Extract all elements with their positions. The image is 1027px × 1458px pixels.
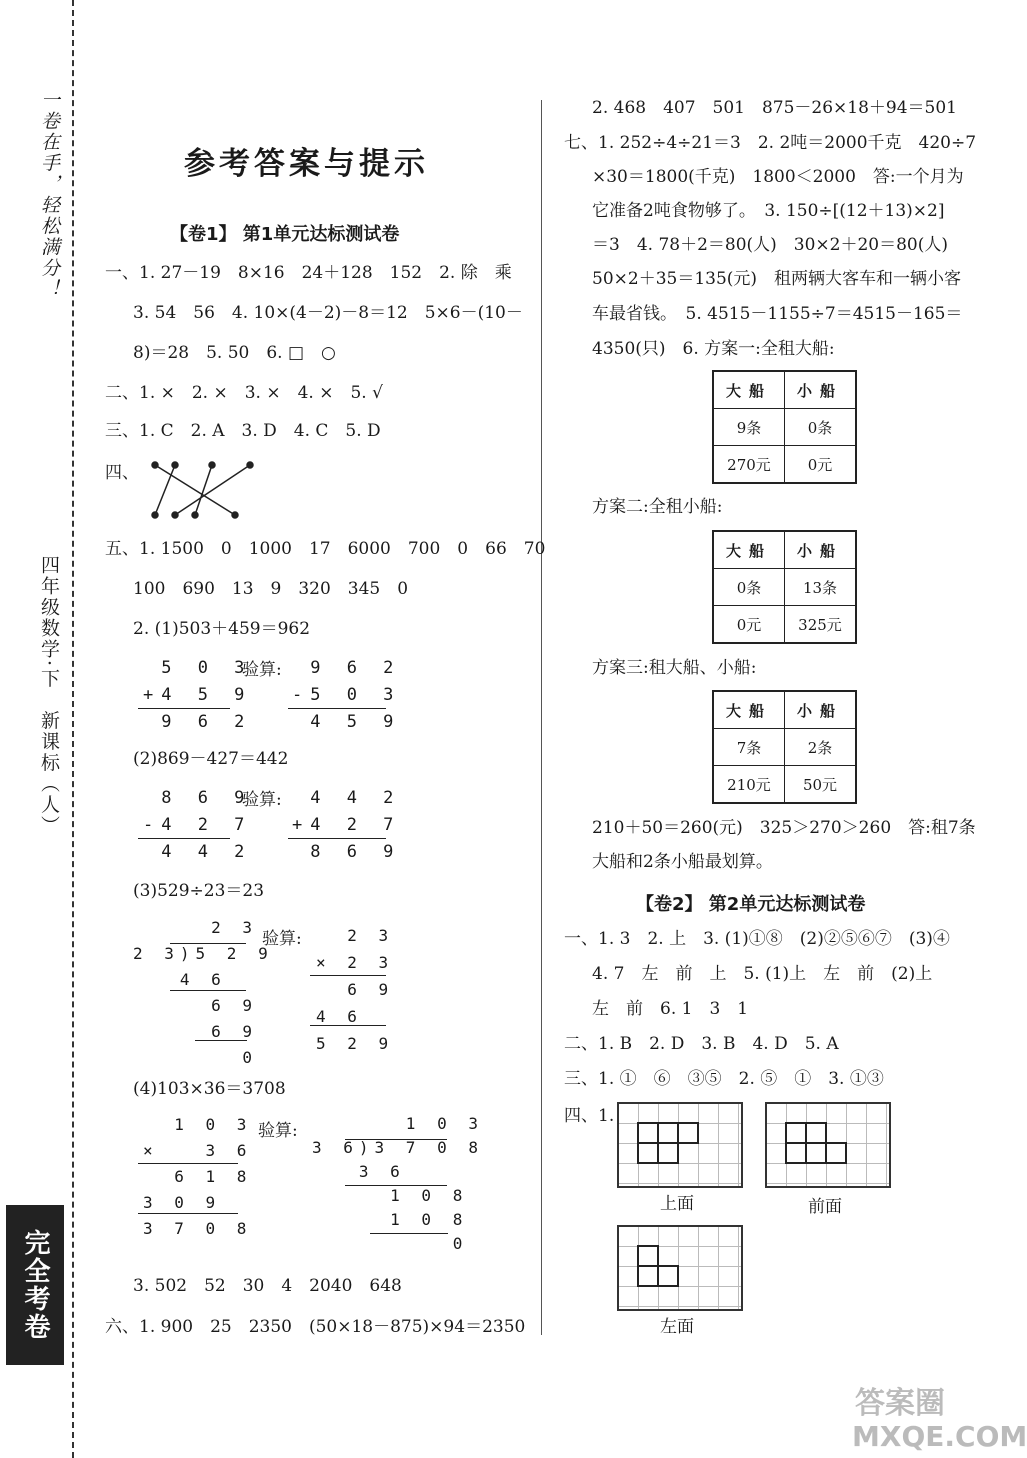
answer-line: 210＋50＝260(元) 325＞270＞260 答:租7条: [592, 818, 976, 838]
answer-line: 七、1. 252÷4÷21＝3 2. 2吨＝2000千克 420÷7: [564, 133, 977, 153]
vertical-calc: 4 4 2 +4 2 7 8 6 9: [292, 788, 402, 862]
matching-lines-diagram: [140, 455, 260, 525]
verify-label: 验算:: [262, 929, 302, 949]
view-grid-left: [617, 1225, 743, 1311]
long-division: 1 0 3 3 6)3 7 0 8 3 6 1 0 8 1 0 8 0: [312, 1114, 484, 1253]
calc-rule: [310, 1025, 386, 1026]
calc-rule: [138, 1213, 238, 1214]
calc-rule: [170, 943, 246, 944]
view-grid-front: [765, 1102, 891, 1188]
answer-line: 2. (1)503＋459＝962: [133, 619, 311, 639]
table-cell: 270元: [713, 446, 785, 484]
spine: [0, 0, 88, 1458]
answer-line: 3. 54 56 4. 10×(4－2)－8＝12 5×6－(10－: [133, 303, 523, 323]
section-header-2: 【卷2】 第2单元达标测试卷: [636, 894, 866, 915]
verify-label: 验算:: [258, 1121, 298, 1141]
brand-logo: 完全考卷: [6, 1205, 64, 1365]
view-label-top: 上面: [660, 1194, 694, 1214]
grid-cell: [677, 1122, 699, 1144]
column-divider: [541, 100, 542, 1335]
table-header: 大船: [713, 531, 785, 569]
spine-book-title: 四年级数学·下 新课标（人）: [38, 555, 60, 837]
calc-rule: [138, 708, 230, 709]
view-label-left: 左面: [660, 1317, 694, 1337]
answer-line: 8)＝28 5. 50 6. □ ○: [133, 343, 336, 363]
table-cell: 9条: [713, 409, 785, 446]
answer-line: ＝3 4. 78＋2＝80(人) 30×2＋20＝80(人): [592, 235, 949, 255]
calc-rule: [195, 1040, 247, 1041]
answer-line: 大船和2条小船最划算。: [592, 852, 773, 872]
view-label-front: 前面: [808, 1197, 842, 1217]
answer-line: 左 前 6. 1 3 1: [592, 999, 749, 1019]
table-header: 小船: [785, 371, 857, 409]
grid-cell: [657, 1122, 679, 1144]
section-header-1: 【卷1】 第1单元达标测试卷: [170, 224, 400, 245]
table-cell: 13条: [785, 569, 857, 606]
table-header: 大船: [713, 371, 785, 409]
answer-line: 一、1. 27－19 8×16 24＋128 152 2. 除 乘: [105, 263, 512, 283]
answer-line: 一、1. 3 2. 上 3. (1)①⑧ (2)②⑤⑥⑦ (3)④: [564, 929, 950, 949]
spine-slogan: 一卷在手，轻松满分！: [38, 90, 60, 300]
table-header: 小船: [785, 531, 857, 569]
grid-cell: [785, 1122, 807, 1144]
calc-rule: [310, 975, 386, 976]
table-cell: 7条: [713, 729, 785, 766]
grid-cell: [657, 1142, 679, 1164]
vertical-calc: 5 0 3 +4 5 9 9 6 2: [143, 658, 253, 732]
vertical-calc: 9 6 2 -5 0 3 4 5 9: [292, 658, 402, 732]
calc-rule: [288, 708, 386, 709]
grid-cell: [637, 1245, 659, 1267]
table-cell: 0元: [785, 446, 857, 484]
vertical-calc: 8 6 9 -4 2 7 4 4 2: [143, 788, 253, 862]
vertical-calc: 1 0 3 × 3 6 6 1 8 3 0 9 3 7 0 8: [143, 1115, 253, 1238]
answer-line: 四、1.: [564, 1106, 615, 1126]
answer-line: 50×2＋35＝135(元) 租两辆大客车和一辆小客: [592, 269, 962, 289]
long-division: 2 3 2 3)5 2 9 4 6 6 9 6 9 0: [133, 918, 274, 1067]
answer-line: 4. 7 左 前 上 5. (1)上 左 前 (2)上: [592, 964, 933, 984]
grid-cell: [637, 1265, 659, 1287]
plan-table-3: [712, 690, 857, 804]
calc-rule: [170, 990, 246, 991]
answer-line: 方案三:租大船、小船:: [592, 658, 757, 678]
page-title: 参考答案与提示: [184, 146, 429, 182]
grid-cell: [785, 1142, 807, 1164]
grid-cell: [657, 1265, 679, 1287]
answer-line: 方案二:全租小船:: [592, 497, 723, 517]
answer-line: 二、1. B 2. D 3. B 4. D 5. A: [564, 1034, 839, 1054]
calc-rule: [138, 1163, 238, 1164]
table-header: 小船: [785, 691, 857, 729]
calc-rule: [345, 1185, 447, 1186]
plan-table-2: [712, 530, 857, 644]
calc-rule: [370, 1233, 448, 1234]
table-cell: 50元: [785, 766, 857, 804]
answer-line: 二、1. × 2. × 3. × 4. × 5. √: [105, 383, 383, 403]
answer-line: (3)529÷23＝23: [133, 881, 265, 901]
answer-line: (2)869－427＝442: [133, 749, 289, 769]
answer-line: 三、1. ① ⑥ ③⑤ 2. ⑤ ① 3. ①③: [564, 1069, 884, 1089]
calc-rule: [138, 838, 230, 839]
cut-line: [72, 0, 74, 1458]
verify-label: 验算:: [242, 790, 282, 810]
grid-cell: [637, 1142, 659, 1164]
calc-rule: [288, 838, 386, 839]
grid-cell: [805, 1122, 827, 1144]
answer-line: 3. 502 52 30 4 2040 648: [133, 1276, 402, 1296]
watermark-url: MXQE.COM: [852, 1420, 1027, 1453]
view-grid-top: [617, 1102, 743, 1188]
table-cell: 325元: [785, 606, 857, 644]
table-cell: 210元: [713, 766, 785, 804]
table-cell: 2条: [785, 729, 857, 766]
watermark-logo: 答案圈: [855, 1386, 945, 1421]
verify-label: 验算:: [242, 660, 282, 680]
answer-line: 三、1. C 2. A 3. D 4. C 5. D: [105, 421, 381, 441]
answer-line: 2. 468 407 501 875－26×18＋94＝501: [592, 98, 958, 118]
grid-cell: [637, 1122, 659, 1144]
answer-line: 五、1. 1500 0 1000 17 6000 700 0 66 70: [105, 539, 546, 559]
table-cell: 0条: [713, 569, 785, 606]
calc-rule: [345, 1139, 447, 1140]
answer-line: 4350(只) 6. 方案一:全租大船:: [592, 339, 835, 359]
table-cell: 0元: [713, 606, 785, 644]
answer-line: 四、: [105, 463, 139, 483]
plan-table-1: [712, 370, 857, 484]
answer-line: 车最省钱。 5. 4515－1155÷7＝4515－165＝: [592, 304, 963, 324]
answer-line: 六、1. 900 25 2350 (50×18－875)×94＝2350: [105, 1317, 526, 1337]
table-header: 大船: [713, 691, 785, 729]
answer-line: ×30＝1800(千克) 1800＜2000 答:一个月为: [592, 167, 964, 187]
answer-line: (4)103×36＝3708: [133, 1079, 286, 1099]
answer-line: 100 690 13 9 320 345 0: [133, 579, 409, 599]
grid-cell: [825, 1142, 847, 1164]
grid-cell: [805, 1142, 827, 1164]
answer-line: 它准备2吨食物够了。 3. 150÷[(12＋13)×2]: [592, 201, 945, 221]
table-cell: 0条: [785, 409, 857, 446]
vertical-calc: 2 3 × 2 3 6 9 4 6 5 2 9: [316, 926, 395, 1053]
